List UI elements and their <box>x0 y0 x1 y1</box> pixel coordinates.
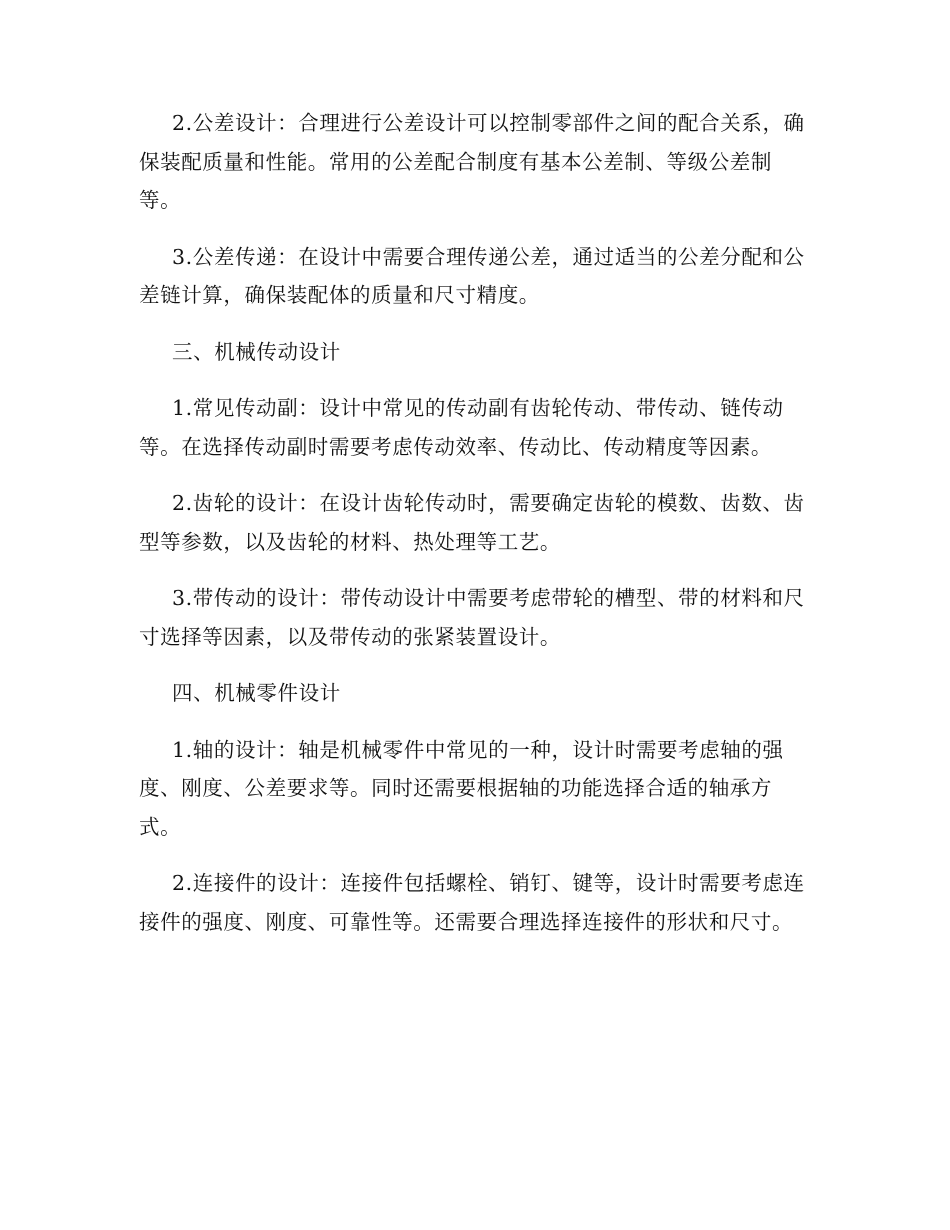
paragraph-connector-design: 2.连接件的设计：连接件包括螺栓、销钉、键等，设计时需要考虑连接件的强度、刚度、可靠性等。还需要合理选择连接件的形状和尺寸。 <box>139 871 805 934</box>
section-heading-parts: 四、机械零件设计 <box>172 681 341 705</box>
paragraph-belt-design: 3.带传动的设计：带传动设计中需要考虑带轮的槽型、带的材料和尺寸选择等因素，以及带传动的张紧装置设计。 <box>139 586 805 649</box>
document-body <box>139 104 809 959</box>
section-heading-transmission: 三、机械传动设计 <box>172 339 341 364</box>
paragraph-gear-design: 2.齿轮的设计：在设计齿轮传动时，需要确定齿轮的模数、齿数、齿型等参数，以及齿轮的材料、热处理等工艺。 <box>139 491 805 554</box>
paragraph-tolerance-transfer: 3.公差传递：在设计中需要合理传递公差，通过适当的公差分配和公差链计算，确保装配体的质量和尺寸精度。 <box>139 244 805 307</box>
paragraph-tolerance-design: 2.公差设计：合理进行公差设计可以控制零部件之间的配合关系，确保装配质量和性能。常用的公差配合制度有基本公差制、等级公差制等。 <box>139 111 805 212</box>
paragraph-shaft-design: 1.轴的设计：轴是机械零件中常见的一种，设计时需要考虑轴的强度、刚度、公差要求等。同时还需要根据轴的功能选择合适的轴承方式。 <box>139 737 784 839</box>
paragraph-common-transmission: 1.常见传动副：设计中常见的传动副有齿轮传动、带传动、链传动等。在选择传动副时需要考虑传动效率、传动比、传动精度等因素。 <box>139 396 784 459</box>
